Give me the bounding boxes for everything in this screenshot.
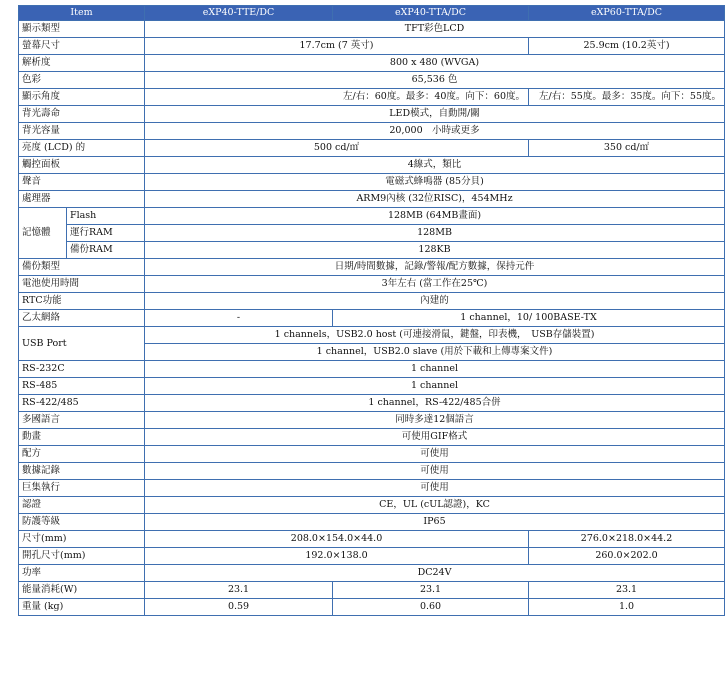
row-rs232: [19, 361, 725, 378]
value-view-angle-60: 左/右：55度。最多：35度。向下：55度。: [529, 89, 725, 106]
value-touch-panel: 4線式，類比: [145, 157, 725, 174]
label-processor: 處理器: [19, 191, 145, 208]
row-view-angle: [19, 89, 725, 106]
row-cutout: [19, 548, 725, 565]
row-data-log: [19, 463, 725, 480]
label-color: 色彩: [19, 72, 145, 89]
row-rtc: [19, 293, 725, 310]
label-battery: 電池使用時間: [19, 276, 145, 293]
value-weight-tta60: 1.0: [529, 599, 725, 616]
value-backlight-capacity: 20,000 小時或更多: [145, 123, 725, 140]
label-cutout: 開孔尺寸(mm): [19, 548, 145, 565]
row-backup-type: [19, 259, 725, 276]
row-animation: [19, 429, 725, 446]
value-screen-size-40: 17.7cm (7 英寸): [145, 38, 529, 55]
label-view-angle: 顯示角度: [19, 89, 145, 106]
value-run-ram: 128MB: [145, 225, 725, 242]
row-memory-ram: [19, 225, 725, 242]
value-rs422: 1 channel，RS-422/485合併: [145, 395, 725, 412]
value-view-angle-40: 左/右：60度。最多：40度。向下：60度。: [145, 89, 529, 106]
label-consumption: 能量消耗(W): [19, 582, 145, 599]
label-protection: 防護等級: [19, 514, 145, 531]
label-rtc: RTC功能: [19, 293, 145, 310]
label-dimensions: 尺寸(mm): [19, 531, 145, 548]
row-sound: [19, 174, 725, 191]
row-certification: [19, 497, 725, 514]
row-protection: [19, 514, 725, 531]
value-animation: 可使用GIF格式: [145, 429, 725, 446]
value-rs232: 1 channel: [145, 361, 725, 378]
row-weight: [19, 599, 725, 616]
value-sound: 電磁式蜂鳴器 (85分貝): [145, 174, 725, 191]
label-weight: 重量 (kg): [19, 599, 145, 616]
value-certification: CE，UL (cUL認證)，KC: [145, 497, 725, 514]
value-brightness-60: 350 cd/㎡: [529, 140, 725, 157]
label-rs422: RS-422/485: [19, 395, 145, 412]
row-screen-size: [19, 38, 725, 55]
label-rs232: RS-232C: [19, 361, 145, 378]
row-language: [19, 412, 725, 429]
row-macro: [19, 480, 725, 497]
spec-table: [18, 5, 725, 616]
header-exp40-tta: eXP40-TTA/DC: [333, 6, 529, 21]
label-usb-port: USB Port: [19, 327, 145, 361]
value-power: DC24V: [145, 565, 725, 582]
value-battery: 3年左右 (當工作在25℃): [145, 276, 725, 293]
label-animation: 動畫: [19, 429, 145, 446]
label-sound: 聲音: [19, 174, 145, 191]
label-memory: 記憶體: [19, 208, 67, 259]
label-recipe: 配方: [19, 446, 145, 463]
value-ethernet-tte: -: [145, 310, 333, 327]
value-consumption-tta40: 23.1: [333, 582, 529, 599]
label-data-log: 數據記錄: [19, 463, 145, 480]
value-consumption-tte: 23.1: [145, 582, 333, 599]
value-processor: ARM9內核 (32位RISC)，454MHz: [145, 191, 725, 208]
label-brightness: 亮度 (LCD) 的: [19, 140, 145, 157]
value-usb-host: 1 channels，USB2.0 host (可連接滑鼠，鍵盤，印表機， USB存儲裝置): [145, 327, 725, 344]
row-rs485: [19, 378, 725, 395]
value-backlight-life: LED模式，自動開/關: [145, 106, 725, 123]
label-backup-ram: 備份RAM: [67, 242, 145, 259]
value-cutout-40: 192.0×138.0: [145, 548, 529, 565]
value-language: 同時多達12個語言: [145, 412, 725, 429]
row-display-type: [19, 21, 725, 38]
value-ethernet-tta: 1 channel，10/ 100BASE-TX: [333, 310, 725, 327]
row-processor: [19, 191, 725, 208]
label-backup-type: 備份類型: [19, 259, 145, 276]
label-language: 多國語言: [19, 412, 145, 429]
row-memory-backup: [19, 242, 725, 259]
row-rs422: [19, 395, 725, 412]
label-touch-panel: 觸控面板: [19, 157, 145, 174]
row-battery: [19, 276, 725, 293]
value-data-log: 可使用: [145, 463, 725, 480]
label-resolution: 解析度: [19, 55, 145, 72]
value-cutout-60: 260.0×202.0: [529, 548, 725, 565]
row-backlight-life: [19, 106, 725, 123]
value-dimensions-60: 276.0×218.0×44.2: [529, 531, 725, 548]
row-recipe: [19, 446, 725, 463]
row-color: [19, 72, 725, 89]
value-recipe: 可使用: [145, 446, 725, 463]
header-row: [19, 6, 725, 21]
header-exp40-tte: eXP40-TTE/DC: [145, 6, 333, 21]
value-display-type: TFT彩色LCD: [145, 21, 725, 38]
label-rs485: RS-485: [19, 378, 145, 395]
row-ethernet: [19, 310, 725, 327]
value-usb-slave: 1 channel，USB2.0 slave (用於下載和上傳專案文件): [145, 344, 725, 361]
row-dimensions: [19, 531, 725, 548]
row-memory-flash: [19, 208, 725, 225]
value-rtc: 內建的: [145, 293, 725, 310]
row-usb-host: [19, 327, 725, 344]
header-exp60-tta: eXP60-TTA/DC: [529, 6, 725, 21]
header-item: Item: [19, 6, 145, 21]
label-backlight-capacity: 背光容量: [19, 123, 145, 140]
value-screen-size-60: 25.9cm (10.2英寸): [529, 38, 725, 55]
row-touch-panel: [19, 157, 725, 174]
value-backup-ram: 128KB: [145, 242, 725, 259]
value-brightness-40: 500 cd/㎡: [145, 140, 529, 157]
label-power: 功率: [19, 565, 145, 582]
row-brightness: [19, 140, 725, 157]
value-consumption-tta60: 23.1: [529, 582, 725, 599]
value-backup-type: 日期/時間數據，記錄/警報/配方數據，保持元件: [145, 259, 725, 276]
label-flash: Flash: [67, 208, 145, 225]
label-certification: 認證: [19, 497, 145, 514]
row-resolution: [19, 55, 725, 72]
value-protection: IP65: [145, 514, 725, 531]
value-color: 65,536 色: [145, 72, 725, 89]
label-backlight-life: 背光壽命: [19, 106, 145, 123]
label-display-type: 顯示類型: [19, 21, 145, 38]
value-weight-tte: 0.59: [145, 599, 333, 616]
row-consumption: [19, 582, 725, 599]
label-macro: 巨集執行: [19, 480, 145, 497]
value-flash: 128MB (64MB畫面): [145, 208, 725, 225]
value-weight-tta40: 0.60: [333, 599, 529, 616]
value-dimensions-40: 208.0×154.0×44.0: [145, 531, 529, 548]
label-ethernet: 乙太網絡: [19, 310, 145, 327]
row-backlight-capacity: [19, 123, 725, 140]
value-rs485: 1 channel: [145, 378, 725, 395]
value-resolution: 800 x 480 (WVGA): [145, 55, 725, 72]
value-macro: 可使用: [145, 480, 725, 497]
label-run-ram: 運行RAM: [67, 225, 145, 242]
row-power: [19, 565, 725, 582]
label-screen-size: 螢幕尺寸: [19, 38, 145, 55]
